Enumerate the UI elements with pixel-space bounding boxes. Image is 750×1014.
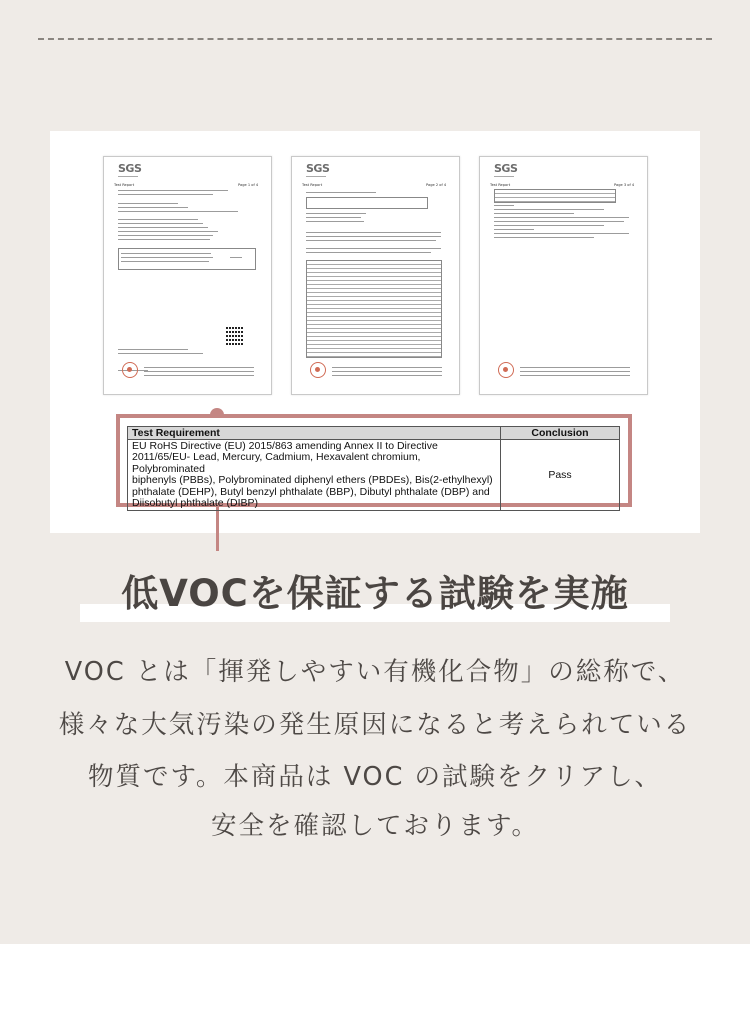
doc-page-number: Page 3 of 4 xyxy=(614,183,635,187)
results-table xyxy=(494,189,616,203)
text-line xyxy=(118,231,218,232)
text-line xyxy=(230,257,242,258)
description-line: 物質です。本商品は VOC の試験をクリアし、 xyxy=(87,762,663,792)
text-line xyxy=(306,252,431,253)
sgs-logo: SGS xyxy=(494,162,518,175)
requirement-header: Test Requirement xyxy=(128,427,501,440)
requirement-line: EU RoHS Directive (EU) 2015/863 amending Annex II to Directive xyxy=(132,440,438,452)
footer-line xyxy=(520,367,630,368)
sgs-logo: SGS xyxy=(306,162,330,175)
conclusion-header: Conclusion xyxy=(501,427,620,440)
test-report-page-3 xyxy=(479,156,648,395)
logo-underline xyxy=(494,176,514,177)
text-line xyxy=(118,239,210,240)
certification-stamp xyxy=(310,362,326,378)
text-line xyxy=(121,253,211,254)
certification-stamp xyxy=(122,362,138,378)
text-line xyxy=(494,209,604,210)
text-line xyxy=(118,207,188,208)
doc-page-number: Page 2 of 4 xyxy=(426,183,447,187)
text-line xyxy=(306,232,441,233)
section-heading: 低VOCを保証する試験を実施 xyxy=(121,572,629,615)
sgs-logo: SGS xyxy=(118,162,142,175)
zoomed-result-callout xyxy=(116,414,632,510)
description-line: VOC とは「揮発しやすい有機化合物」の総称で、 xyxy=(64,657,686,687)
text-line xyxy=(118,227,208,228)
text-line xyxy=(118,223,203,224)
requirement-line: phthalate (DEHP), Butyl benzyl phthalate (BBP), Dibutyl phthalate (DBP) and xyxy=(132,485,490,498)
text-line xyxy=(118,219,198,220)
requirement-line: Diisobutyl phthalate (DIBP) xyxy=(132,497,259,510)
footer-line xyxy=(332,371,442,372)
footer-line xyxy=(144,371,254,372)
description-line: 安全を確認しております。 xyxy=(211,811,539,841)
requirement-line: 2011/65/EU- Lead, Mercury, Cadmium, Hexavalent chromium, Polybrominated xyxy=(132,451,421,475)
text-line xyxy=(494,205,514,206)
text-line xyxy=(118,211,238,212)
doc-title: Test Report xyxy=(490,183,511,187)
sample-table xyxy=(306,197,428,209)
text-line xyxy=(118,235,213,236)
logo-underline xyxy=(306,176,326,177)
footer-line xyxy=(520,375,630,376)
requirement-cell xyxy=(128,440,501,511)
footer-line xyxy=(332,375,442,376)
text-line xyxy=(494,217,629,218)
text-line xyxy=(306,213,366,214)
doc-title: Test Report xyxy=(114,183,135,187)
conclusion-cell: Pass xyxy=(501,440,620,511)
doc-page-number: Page 1 of 4 xyxy=(238,183,259,187)
text-line xyxy=(118,194,213,195)
text-line xyxy=(306,240,436,241)
test-report-page-1 xyxy=(103,156,272,395)
text-line xyxy=(306,248,441,249)
text-line xyxy=(121,257,213,258)
text-line xyxy=(118,203,178,204)
footer-line xyxy=(520,371,630,372)
doc-title: Test Report xyxy=(302,183,323,187)
description-line: 様々な大気汚染の発生原因になると考えられている xyxy=(58,710,692,740)
dashed-divider xyxy=(38,38,712,40)
text-line xyxy=(306,217,361,218)
text-line xyxy=(494,221,624,222)
logo-underline xyxy=(118,176,138,177)
qr-code xyxy=(226,327,244,345)
test-result-table xyxy=(127,426,620,511)
text-line xyxy=(121,261,209,262)
text-line xyxy=(494,213,574,214)
footer-line xyxy=(332,367,442,368)
requirement-line: biphenyls (PBBs), Polybrominated diphenyl ethers (PBDEs), Bis(2-ethylhexyl) xyxy=(132,474,493,487)
text-line xyxy=(118,353,203,354)
text-line xyxy=(494,233,629,234)
footer-line xyxy=(144,375,254,376)
text-line xyxy=(118,349,188,350)
text-line xyxy=(494,229,534,230)
summary-table xyxy=(118,248,256,270)
text-line xyxy=(118,190,228,191)
footer-line xyxy=(144,367,254,368)
test-report-page-2 xyxy=(291,156,460,395)
text-line xyxy=(494,225,604,226)
text-line xyxy=(306,221,364,222)
certification-stamp xyxy=(498,362,514,378)
text-line xyxy=(306,192,376,193)
certificate-panel xyxy=(50,131,700,533)
text-line xyxy=(494,237,594,238)
text-line xyxy=(306,236,441,237)
results-table xyxy=(306,260,442,358)
